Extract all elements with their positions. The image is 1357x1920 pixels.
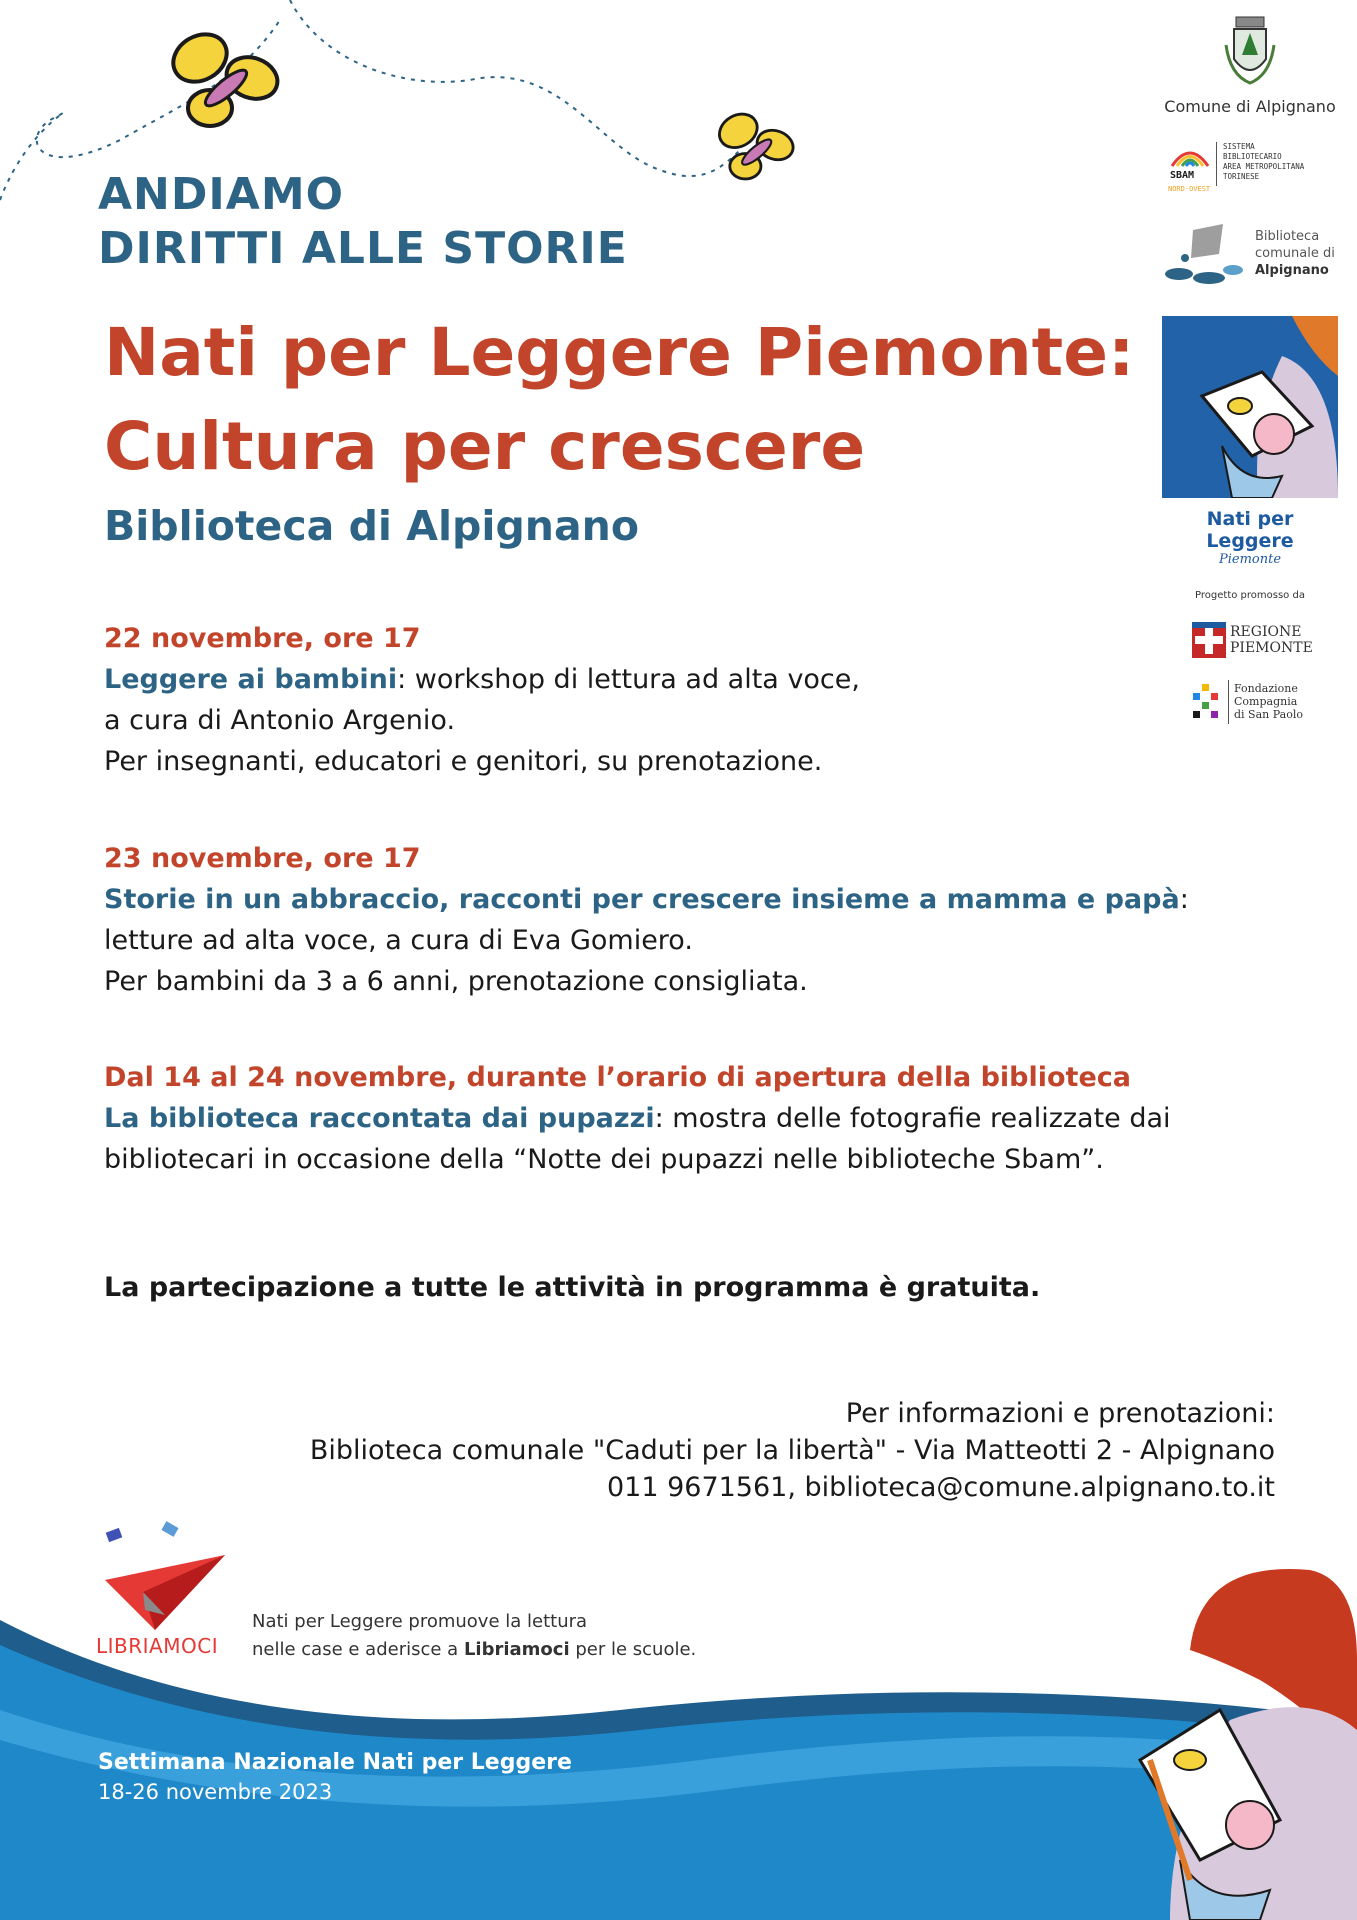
free-participation-note: La partecipazione a tutte le attività in programma è gratuita.: [104, 1272, 1041, 1303]
page-title: [104, 306, 1134, 494]
event-line: Per insegnanti, educatori e genitori, su prenotazione.: [104, 746, 823, 777]
libriamoci-line-2-pre: nelle case e aderisce a: [252, 1639, 464, 1660]
butterfly-icon: [710, 100, 802, 190]
fondazione-grid-icon: [1190, 684, 1222, 722]
event-2: [104, 838, 1189, 1002]
contact-info: [310, 1395, 1275, 1506]
title-line-2: Cultura per crescere: [104, 408, 866, 485]
event-description: :: [1179, 884, 1189, 915]
butterfly-icon: [160, 18, 290, 138]
regione-piemonte-logo: [1192, 620, 1332, 660]
event-date: Dal 14 al 24 novembre, durante l’orario di apertura della biblioteca: [104, 1062, 1131, 1093]
event-name: La biblioteca raccontata dai pupazzi: [104, 1103, 655, 1134]
nati-per-leggere-logo: [1162, 316, 1338, 567]
npl-region: Piemonte: [1218, 552, 1282, 567]
libriamoci-line-1: Nati per Leggere promuove la lettura: [252, 1611, 588, 1632]
tagline-line-1: ANDIAMO: [98, 169, 345, 220]
event-line: bibliotecari in occasione della “Notte dei pupazzi nelle biblioteche Sbam”.: [104, 1144, 1104, 1175]
biblioteca-line: Alpignano: [1255, 263, 1329, 278]
comune-name: Comune di Alpignano: [1164, 97, 1336, 116]
contact-heading: Per informazioni e prenotazioni:: [845, 1398, 1275, 1429]
libriamoci-logo-text: LIBRIAMOCI: [96, 1634, 219, 1658]
sbam-sub: NORD-OVEST: [1168, 185, 1211, 193]
fondazione-line: Fondazione: [1234, 682, 1298, 695]
biblioteca-line: comunale di: [1255, 246, 1335, 261]
sbam-rainbow-icon: [1168, 142, 1212, 168]
event-name: Storie in un abbraccio, racconti per crescere insieme a mamma e papà: [104, 884, 1180, 915]
biblioteca-logo: [1163, 218, 1343, 290]
event-3: [104, 1057, 1171, 1180]
tagline-line-2: DIRITTI ALLE STORIE: [98, 223, 628, 274]
regione-flag-icon: [1192, 622, 1226, 658]
event-date: 23 novembre, ore 17: [104, 843, 421, 874]
event-1: [104, 618, 860, 782]
regione-line: REGIONE: [1230, 624, 1302, 640]
libriamoci-line-2-post: per le scuole.: [569, 1639, 697, 1660]
event-line: Per bambini da 3 a 6 anni, prenotazione consigliata.: [104, 966, 808, 997]
library-symbol-icon: [1163, 222, 1247, 286]
contact-address: Biblioteca comunale "Caduti per la libertà" - Via Matteotti 2 - Alpignano: [309, 1435, 1275, 1466]
event-name: Leggere ai bambini: [104, 664, 398, 695]
footer-date: 18-26 novembre 2023: [98, 1780, 333, 1804]
libriamoci-note: [252, 1608, 696, 1664]
sbam-logo: [1168, 140, 1338, 198]
reading-mother-illustration: [1110, 1560, 1357, 1920]
sbam-description: SISTEMA BIBLIOTECARIO AREA METROPOLITANA TORINESE: [1223, 142, 1305, 181]
promosso-label: Progetto promosso da: [1195, 590, 1305, 601]
event-line: letture ad alta voce, a cura di Eva Gomiero.: [104, 925, 693, 956]
comune-logo: [1155, 15, 1345, 116]
libriamoci-line-2-bold: Libriamoci: [463, 1639, 570, 1660]
fondazione-compagnia-logo: [1190, 680, 1340, 728]
biblioteca-line: Biblioteca: [1255, 229, 1320, 244]
event-description: : mostra delle fotografie realizzate dai: [654, 1103, 1171, 1134]
paper-plane-icon: [95, 1520, 235, 1640]
reading-child-illustration: [1162, 316, 1338, 498]
npl-name: Nati per Leggere: [1206, 508, 1294, 552]
event-description: : workshop di lettura ad alta voce,: [397, 664, 860, 695]
event-date: 22 novembre, ore 17: [104, 623, 421, 654]
page-subtitle: Biblioteca di Alpignano: [104, 502, 640, 550]
contact-phone-email: 011 9671561, biblioteca@comune.alpignano.to.it: [606, 1472, 1275, 1503]
fondazione-line: di San Paolo: [1234, 708, 1303, 721]
regione-line: PIEMONTE: [1230, 640, 1313, 656]
sbam-name: SBAM: [1170, 170, 1195, 181]
fondazione-line: Compagnia: [1234, 695, 1298, 708]
tagline: [98, 168, 628, 276]
title-line-1: Nati per Leggere Piemonte:: [104, 314, 1135, 391]
coat-of-arms-icon: [1224, 15, 1276, 87]
footer-title: Settimana Nazionale Nati per Leggere: [98, 1750, 572, 1775]
event-line: a cura di Antonio Argenio.: [104, 705, 456, 736]
